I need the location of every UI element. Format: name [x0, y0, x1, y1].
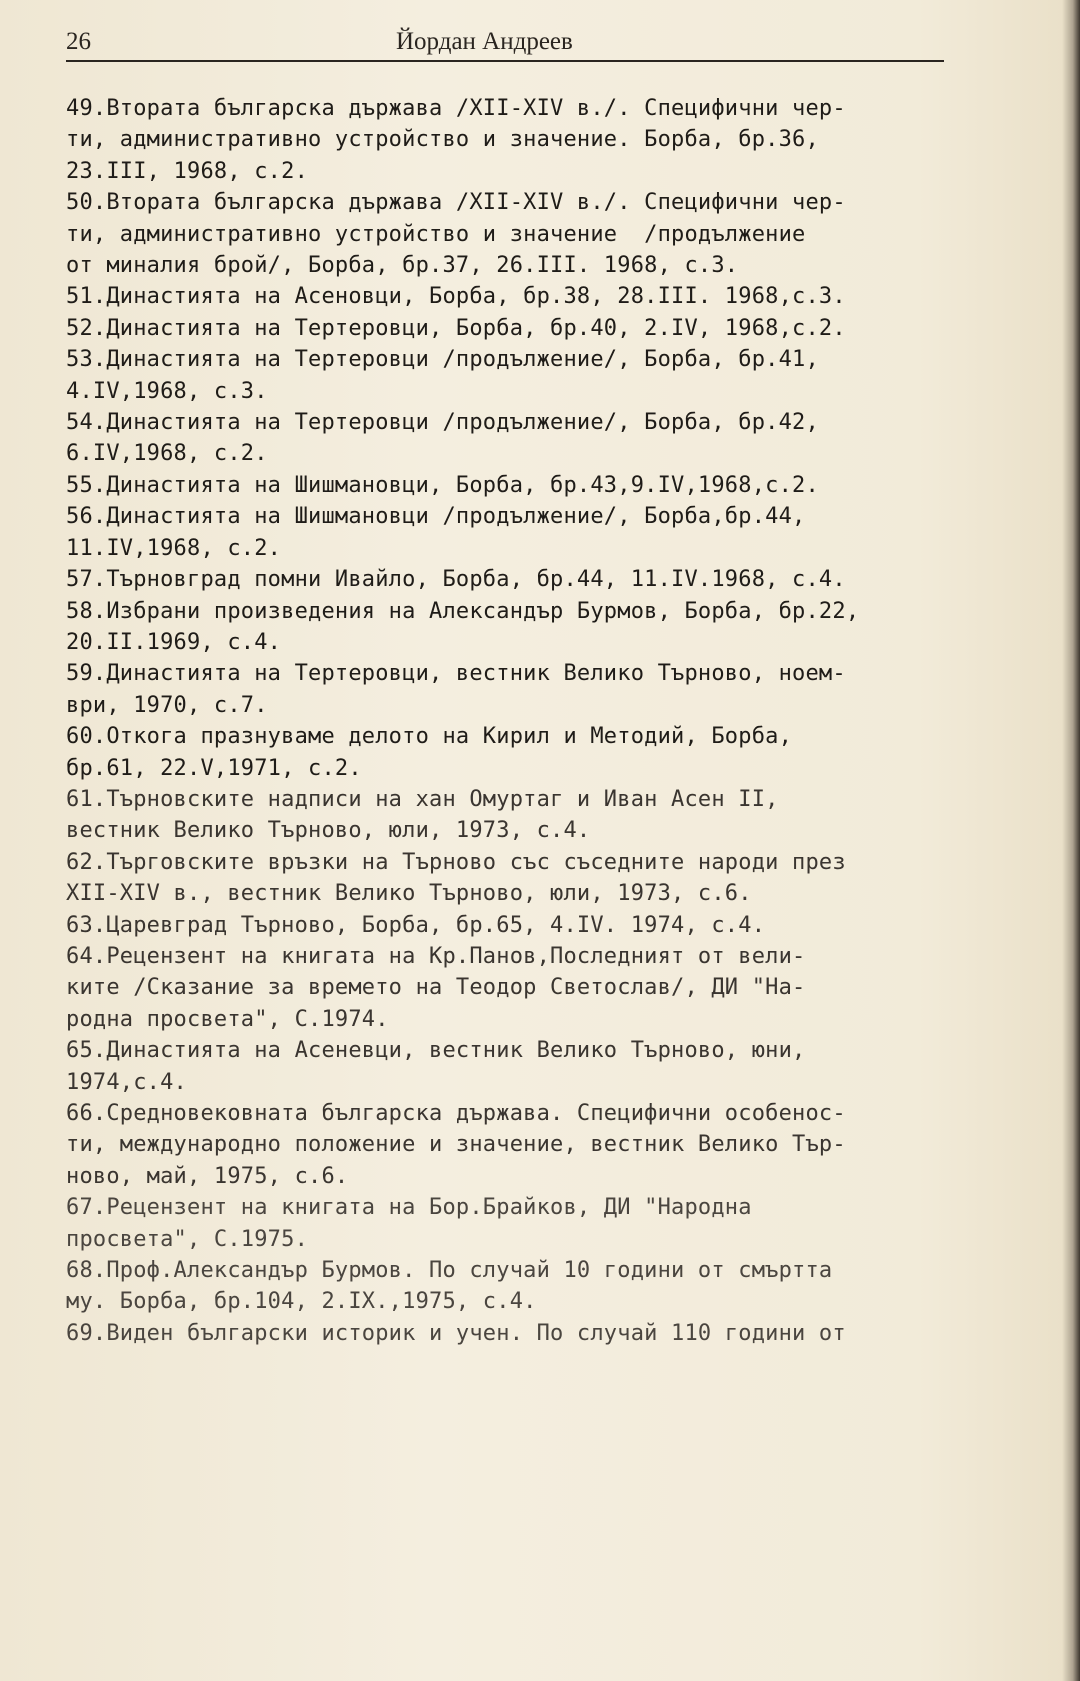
bibliography-entry-59: 59.Династията на Тертеровци, вестник Велико Търново, ноем- ври, 1970, с.7. — [66, 661, 846, 718]
bibliography-entry-69: 69.Виден български историк и учен. По случай 110 години от — [66, 1320, 846, 1346]
bibliography-entry-55: 55.Династията на Шишмановци, Борба, бр.43,9.IV,1968,с.2. — [66, 472, 819, 498]
running-header — [66, 24, 944, 62]
bibliography-entry-51: 51.Династията на Асеновци, Борба, бр.38, 28.III. 1968,с.3. — [66, 284, 846, 310]
bibliography-entry-49: 49.Втората българска държава /XII-XIV в./. Специфични чер- ти, административно устройство и значение. Борба, бр.36, 23.III, 1968, с.2. — [66, 96, 846, 184]
bibliography-entry-54: 54.Династията на Тертеровци /продължение/, Борба, бр.42, 6.IV,1968, с.2. — [66, 410, 819, 467]
bibliography-entry-62: 62.Търговските връзки на Търново със съседните народи през XII-XIV в., вестник Велико Търново, юли, 1973, с.6. — [66, 849, 846, 907]
bibliography-list — [66, 93, 956, 1349]
bibliography-entry-53: 53.Династията на Тертеровци /продължение/, Борба, бр.41, 4.IV,1968, с.3. — [66, 347, 819, 404]
bibliography-entry-52: 52.Династията на Тертеровци, Борба, бр.40, 2.IV, 1968,с.2. — [66, 315, 846, 341]
bibliography-entry-67: 67.Рецензент на книгата на Бор.Брайков, ДИ "Народна просвета", С.1975. — [66, 1195, 752, 1252]
page-edge-shadow — [1062, 0, 1080, 1681]
bibliography-entry-61: 61.Търновските надписи на хан Омуртаг и Иван Асен II, вестник Велико Търново, юли, 1973, с.4. — [66, 786, 779, 844]
page-number: 26 — [66, 28, 91, 55]
bibliography-entry-57: 57.Търновград помни Ивайло, Борба, бр.44, 11.IV.1968, с.4. — [66, 567, 846, 593]
bibliography-entry-66: 66.Средновековната българска държава. Специфични особенос- ти, международно положение и значение, вестник Велико Тър- ново, май, 1975, с.6. — [66, 1101, 846, 1189]
bibliography-entry-60: 60.Откога празнуваме делото на Кирил и Методий, Борба, бр.61, 22.V,1971, с.2. — [66, 724, 793, 781]
bibliography-entry-68: 68.Проф.Александър Бурмов. По случай 10 години от смъртта му. Борба, бр.104, 2.IX.,1975, с.4. — [66, 1258, 833, 1315]
bibliography-entry-65: 65.Династията на Асеневци, вестник Велико Търново, юни, 1974,с.4. — [66, 1038, 806, 1095]
bibliography-entry-56: 56.Династията на Шишмановци /продължение/, Борба,бр.44, 11.IV,1968, с.2. — [66, 504, 806, 561]
bibliography-entry-58: 58.Избрани произведения на Александър Бурмов, Борба, бр.22, 20.II.1969, с.4. — [66, 598, 860, 655]
running-title: Йордан Андреев — [396, 28, 573, 55]
bibliography-entry-50: 50.Втората българска държава /XII-XIV в./. Специфични чер- ти, административно устройство и значение /продължение от миналия брой/, Борба, бр.37, 26.III. 1968, с.3. — [66, 190, 846, 279]
bibliography-entry-63: 63.Царевград Търново, Борба, бр.65, 4.IV. 1974, с.4. — [66, 912, 766, 938]
bibliography-entry-64: 64.Рецензент на книгата на Кр.Панов,Последният от вели- ките /Сказание за времето на Теодор Светослав/, ДИ "На- родна просвета", С.1974. — [66, 943, 806, 1032]
